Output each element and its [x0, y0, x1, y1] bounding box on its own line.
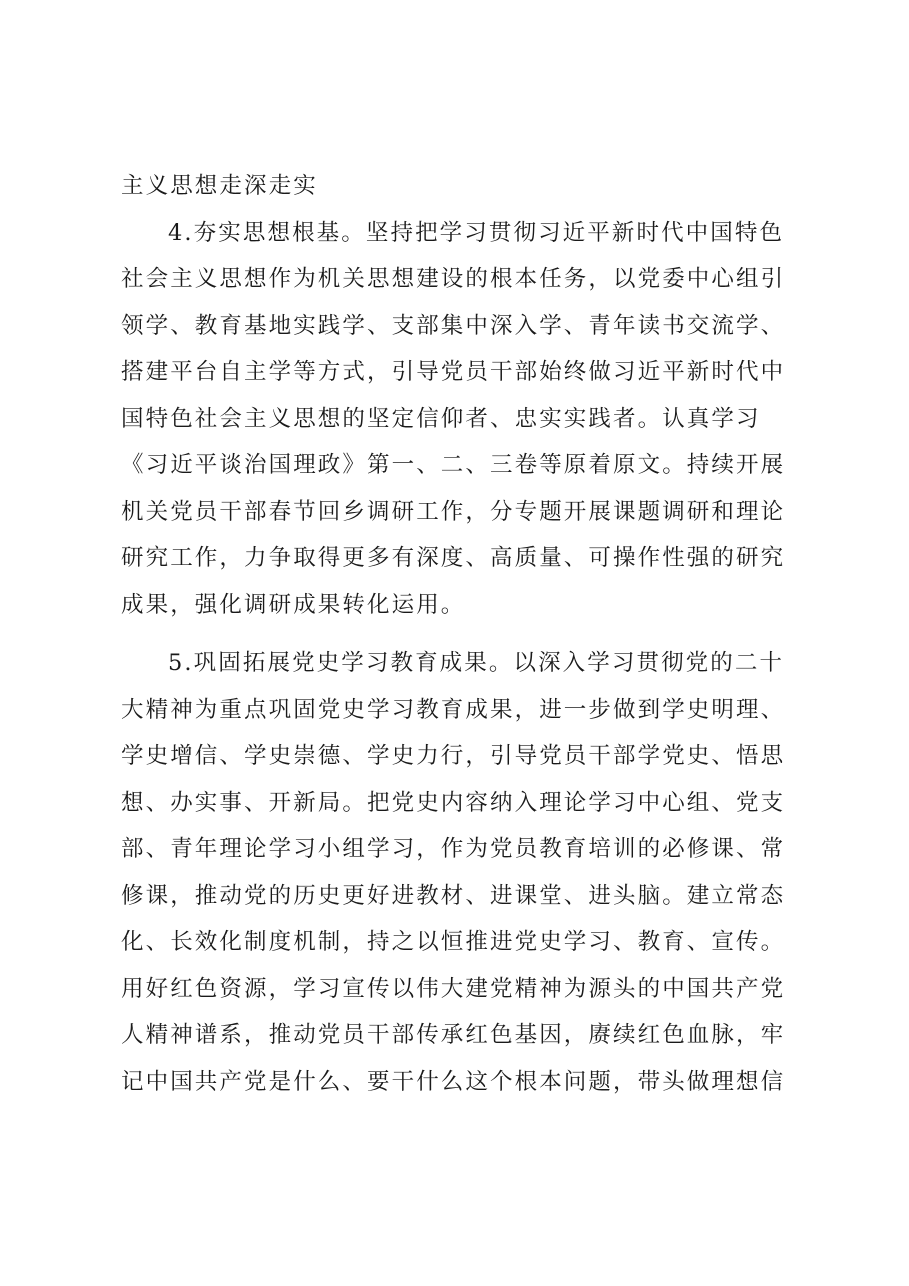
- paragraph-line: 社会主义思想作为机关思想建设的根本任务，以党委中心组引: [121, 266, 786, 292]
- paragraph-line: 领学、教育基地实践学、支部集中深入学、青年读书交流学、: [121, 312, 786, 339]
- paragraph-line: 学史增信、学史崇德、学史力行，引导党员干部学党史、悟思: [121, 743, 786, 769]
- paragraph-line: 人精神谱系，推动党员干部传承红色基因，赓续红色血脉，牢: [121, 1022, 786, 1048]
- paragraph-line: 5.巩固拓展党史学习教育成果。以深入学习贯彻党的二十: [168, 650, 785, 676]
- paragraph-line: 修课，推动党的历史更好进教材、进课堂、进头脑。建立常态: [121, 882, 786, 909]
- paragraph-spacer: [121, 628, 796, 640]
- paragraph-line: 成果，强化调研成果转化运用。: [121, 591, 466, 618]
- paragraph-line: 4.夯实思想根基。坚持把学习贯彻习近平新时代中国特色: [168, 219, 785, 246]
- paragraph-line: 研究工作，力争取得更多有深度、高质量、可操作性强的研究: [121, 545, 786, 571]
- paragraph-line: 化、长效化制度机制，持之以恒推进党史学习、教育、宣传。: [121, 929, 786, 955]
- paragraph-line: 用好红色资源，学习宣传以伟大建党精神为源头的中国共产党: [121, 975, 786, 1002]
- paragraph-line: 想、办实事、开新局。把党史内容纳入理论学习中心组、党支: [121, 789, 786, 816]
- body-text: [121, 163, 796, 1105]
- paragraph-line: 记中国共产党是什么、要干什么这个根本问题，带头做理想信: [121, 1068, 786, 1095]
- paragraph-line: 国特色社会主义思想的坚定信仰者、忠实实践者。认真学习: [121, 405, 761, 432]
- paragraph-line: 《习近平谈治国理政》第一、二、三卷等原着原文。持续开展: [121, 452, 786, 478]
- paragraph-4: [121, 210, 796, 629]
- continuation-line: 主义思想走深走实: [121, 173, 318, 199]
- paragraph-line: 部、青年理论学习小组学习，作为党员教育培训的必修课、常: [121, 836, 786, 862]
- paragraph-line: 搭建平台自主学等方式，引导党员干部始终做习近平新时代中: [121, 359, 786, 385]
- paragraph-5: [121, 640, 796, 1105]
- paragraph-line: 大精神为重点巩固党史学习教育成果，进一步做到学史明理、: [121, 696, 786, 723]
- paragraph-line: 机关党员干部春节回乡调研工作，分专题开展课题调研和理论: [121, 498, 786, 525]
